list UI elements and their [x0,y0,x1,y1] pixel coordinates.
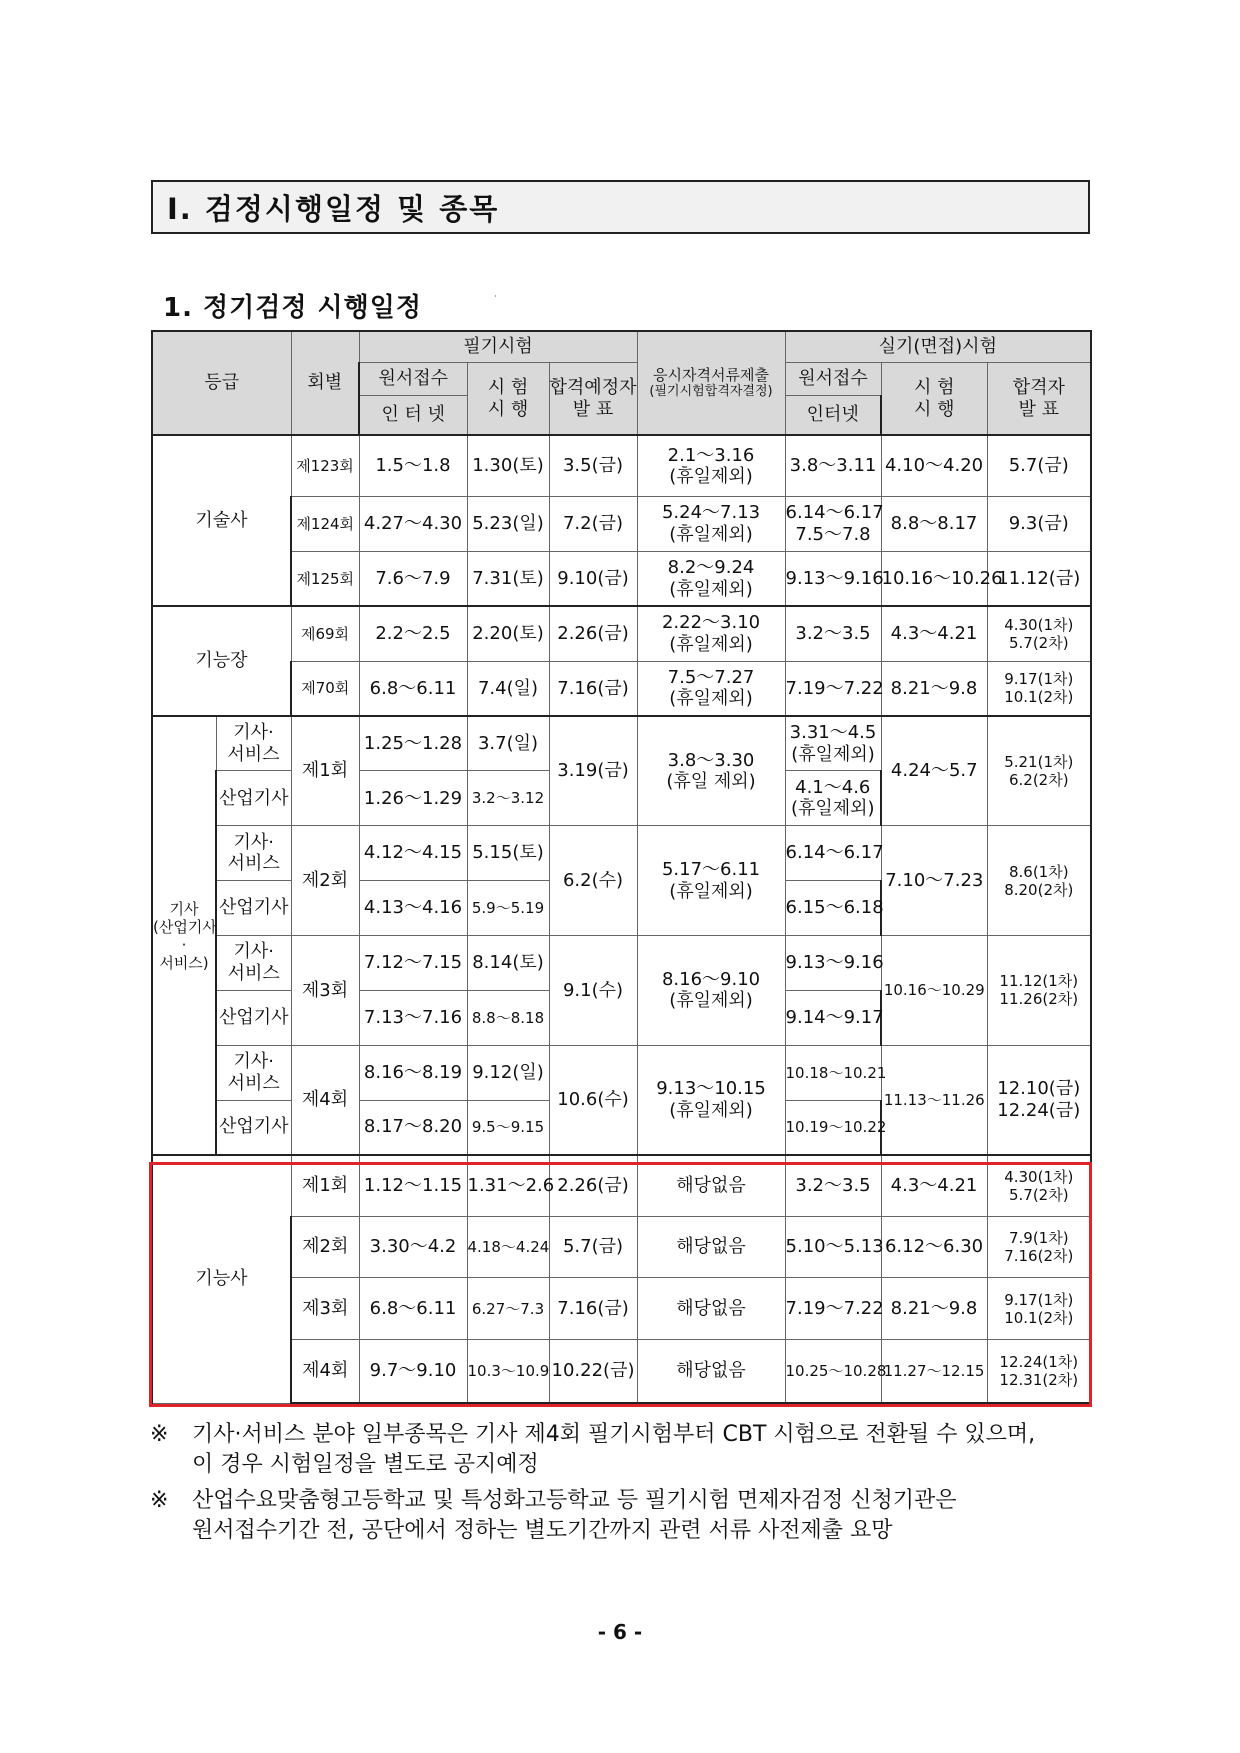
written-exam-cell: 8.14(토) [467,936,549,991]
practical-apply-cell: 10.19～10.22 [785,1100,881,1155]
grade-engineer-3: · [181,935,187,954]
sub-grade-b: 산업기사 [216,1100,291,1155]
round-cell: 제1회 [291,716,359,826]
written-exam-cell: 10.3～10.9 [467,1339,549,1403]
written-exam-cell: 6.27～7.3 [467,1278,549,1339]
written-apply-cell: 7.6～7.9 [359,552,467,607]
practical-apply-note: (휴일제외) [790,798,875,820]
header-docs [637,331,785,435]
round-cell: 제4회 [291,1045,359,1155]
written-apply-cell: 7.13～7.16 [359,990,467,1045]
written-pass-cell: 3.19(금) [549,716,637,826]
practical-pass-2: 6.2(2차) [1008,771,1069,790]
note-line: 원서접수기간 전, 공단에서 정하는 별도기간까지 관련 서류 사전제출 요망 [192,1518,893,1543]
grade-engineer-1: 기사 [169,899,199,918]
docs-cell [637,716,785,826]
practical-apply-cell [785,771,881,826]
docs-cell [637,606,785,661]
round-cell: 제123회 [291,435,359,496]
practical-exam-cell: 8.8～8.17 [881,497,987,552]
docs-cell [637,552,785,607]
practical-pass-1: 11.12(1차) [999,972,1079,991]
header-p-announce: 발 표 [1018,398,1060,420]
round-cell: 제125회 [291,552,359,607]
header-app-receipt: 원서접수 [359,363,467,396]
sub-grade-a-1: 기사· [233,941,274,963]
written-apply-cell: 4.13～4.16 [359,881,467,936]
docs-note: (휴일제외) [669,880,753,902]
practical-pass-1: 8.6(1차) [1008,862,1069,881]
docs-cell [637,497,785,552]
round-cell: 제3회 [291,936,359,1046]
docs-cell [637,826,785,936]
header-pass-expected: 합격예정자 [549,377,637,399]
written-apply-cell: 8.17～8.20 [359,1100,467,1155]
practical-pass-2: 12.24(금) [997,1099,1081,1121]
practical-apply-cell: 6.15～6.18 [785,881,881,936]
practical-apply-cell: 9.13～9.16 [785,936,881,991]
written-pass-cell: 10.6(수) [549,1045,637,1155]
note-cbt [150,1420,1100,1480]
practical-pass-2: 11.26(2차) [999,990,1079,1009]
round-cell: 제2회 [291,1216,359,1277]
sub-grade-a [216,936,291,991]
sub-grade-b: 산업기사 [216,881,291,936]
grade-engineer-4: 서비스) [159,953,209,972]
docs-period: 2.22～3.10 [661,612,761,634]
section-title-text: Ⅰ. 검정시행일정 및 종목 [167,191,500,226]
practical-pass-cell [987,826,1091,936]
written-pass-cell: 9.10(금) [549,552,637,607]
practical-apply-cell: 9.13～9.16 [785,552,881,607]
header-p-pass-announce [987,363,1091,435]
docs-note: (휴일제외) [669,990,753,1012]
practical-pass-2: 12.31(2차) [999,1370,1079,1389]
header-p-pass: 합격자 [1012,377,1065,399]
sub-grade-a [216,1045,291,1100]
header-conduct: 시 행 [487,398,529,420]
written-apply-cell: 1.26～1.29 [359,771,467,826]
docs-period: 2.1～3.16 [667,444,755,466]
docs-cell [637,1045,785,1155]
written-exam-cell: 9.5～9.15 [467,1100,549,1155]
written-exam-cell: 5.15(토) [467,826,549,881]
sub-title: 1. 정기검정 시행일정 [163,293,422,323]
grade-craftsman: 기능사 [152,1155,291,1403]
written-apply-cell: 1.12～1.15 [359,1155,467,1216]
written-apply-cell: 6.8～6.11 [359,1278,467,1339]
header-internet: 인 터 넷 [359,396,467,436]
docs-cell: 해당없음 [637,1216,785,1277]
practical-exam-cell: 11.13～11.26 [881,1045,987,1155]
written-apply-cell: 1.25～1.28 [359,716,467,771]
practical-apply-cell: 3.2～3.5 [785,1155,881,1216]
written-pass-cell: 3.5(금) [549,435,637,496]
practical-apply-period: 4.1～4.6 [795,776,871,798]
practical-pass-2: 5.7(2차) [1008,1185,1069,1204]
practical-apply-cell: 5.10～5.13 [785,1216,881,1277]
docs-period: 7.5～7.27 [667,666,755,688]
written-apply-cell: 1.5～1.8 [359,435,467,496]
sub-grade-a [216,716,291,771]
docs-period: 8.16～9.10 [661,968,761,990]
practical-apply-2: 7.5～7.8 [795,524,871,546]
practical-pass-1: 4.30(1차) [1004,1167,1074,1186]
page-number: - 6 - [597,1620,643,1644]
docs-period: 3.8～3.30 [667,749,755,771]
written-exam-cell: 7.31(토) [467,552,549,607]
written-exam-cell: 1.31～2.6 [467,1155,549,1216]
written-pass-cell: 2.26(금) [549,606,637,661]
practical-apply-cell: 9.14～9.17 [785,990,881,1045]
practical-exam-cell: 10.16～10.29 [881,936,987,1046]
note-line: 이 경우 시험일정을 별도로 공지예정 [192,1452,539,1477]
practical-pass-1: 5.21(1차) [1004,753,1074,772]
practical-pass-1: 9.17(1차) [1004,670,1074,689]
practical-pass-2: 7.16(2차) [1004,1247,1074,1266]
sub-grade-a-1: 기사· [233,1051,274,1073]
practical-apply-cell: 3.2～3.5 [785,606,881,661]
header-p-exam-conduct [881,363,987,435]
practical-exam-cell: 7.10～7.23 [881,826,987,936]
grade-engineer-2: (산업기사 [153,917,217,936]
written-pass-cell: 5.7(금) [549,1216,637,1277]
practical-pass-1: 9.17(1차) [1004,1290,1074,1309]
practical-pass-1: 12.24(1차) [999,1352,1079,1371]
written-exam-cell: 3.7(일) [467,716,549,771]
written-pass-cell: 2.26(금) [549,1155,637,1216]
round-cell: 제1회 [291,1155,359,1216]
docs-cell: 해당없음 [637,1278,785,1339]
written-exam-cell: 8.8～8.18 [467,990,549,1045]
docs-cell: 해당없음 [637,1339,785,1403]
practical-exam-cell: 8.21～9.8 [881,1278,987,1339]
docs-period: 5.17～6.11 [661,859,761,881]
practical-pass-1: 12.10(금) [997,1078,1081,1100]
header-p-internet: 인터넷 [785,396,881,436]
practical-apply-cell [785,716,881,771]
written-pass-cell: 6.2(수) [549,826,637,936]
note-line: 기사·서비스 분야 일부종목은 기사 제4회 필기시험부터 CBT 시험으로 전환될 수 있으며, [192,1422,1036,1447]
round-cell: 제3회 [291,1278,359,1339]
header-p-conduct: 시 행 [914,398,955,420]
practical-apply-cell: 6.14～6.17 [785,826,881,881]
written-apply-cell: 4.12～4.15 [359,826,467,881]
sub-grade-a-2: 서비스 [227,853,280,875]
docs-period: 8.2～9.24 [667,557,755,579]
docs-cell [637,936,785,1046]
header-docs-sub: (필기시험합격자결정) [649,384,773,400]
sub-grade-a-2: 서비스 [227,743,280,765]
docs-note: (휴일제외) [669,688,753,710]
written-apply-cell: 4.27～4.30 [359,497,467,552]
practical-pass-2: 5.7(2차) [1008,634,1069,653]
practical-exam-cell: 11.27～12.15 [881,1339,987,1403]
docs-note: (휴일제외) [669,524,753,546]
note-symbol: ※ [150,1422,169,1447]
written-exam-cell: 1.30(토) [467,435,549,496]
practical-exam-cell: 4.3～4.21 [881,606,987,661]
practical-pass-cell [987,936,1091,1046]
sub-grade-a-2: 서비스 [227,1072,280,1094]
written-apply-cell: 2.2～2.5 [359,606,467,661]
written-apply-cell: 8.16～8.19 [359,1045,467,1100]
written-exam-cell: 3.2～3.12 [467,771,549,826]
grade-engineer [152,716,216,1155]
practical-exam-cell: 4.3～4.21 [881,1155,987,1216]
schedule-table [151,330,1092,1404]
practical-apply-cell: 3.8～3.11 [785,435,881,496]
header-p-exam: 시 험 [914,377,955,399]
header-p-app-receipt: 원서접수 [785,363,881,396]
sub-grade-a-1: 기사· [233,831,274,853]
docs-period: 9.13～10.15 [656,1078,766,1100]
written-pass-cell: 7.2(금) [549,497,637,552]
round-cell: 제124회 [291,497,359,552]
sub-grade-b: 산업기사 [216,771,291,826]
practical-apply-period: 3.31～4.5 [789,722,877,744]
docs-note: (휴일제외) [669,1099,753,1121]
header-exam: 시 험 [487,377,529,399]
practical-pass-cell [987,1216,1091,1277]
practical-exam-cell: 4.24～5.7 [881,716,987,826]
written-apply-cell: 3.30～4.2 [359,1216,467,1277]
docs-note: (휴일제외) [669,634,753,656]
practical-exam-cell: 6.12～6.30 [881,1216,987,1277]
practical-pass-cell [987,1278,1091,1339]
written-exam-cell: 5.9～5.19 [467,881,549,936]
note-symbol: ※ [150,1488,169,1513]
written-exam-cell: 9.12(일) [467,1045,549,1100]
note-line: 산업수요맞춤형고등학교 및 특성화고등학교 등 필기시험 면제자검정 신청기관은 [192,1488,957,1513]
section-title [151,180,1090,234]
docs-cell [637,661,785,716]
practical-apply-1: 6.14～6.17 [785,502,884,524]
header-docs-label: 응시자격서류제출 [653,366,769,385]
practical-exam-cell: 8.21～9.8 [881,661,987,716]
practical-pass-cell: 9.3(금) [987,497,1091,552]
practical-pass-2: 10.1(2차) [1004,688,1074,707]
sub-grade-a-1: 기사· [233,722,274,744]
written-apply-cell: 6.8～6.11 [359,661,467,716]
round-cell: 제70회 [291,661,359,716]
practical-pass-cell [987,1045,1091,1155]
docs-cell [637,435,785,496]
note-exemption [150,1486,1100,1546]
written-exam-cell: 7.4(일) [467,661,549,716]
header-written: 필기시험 [359,331,637,363]
written-exam-cell: 2.20(토) [467,606,549,661]
header-pass-announce [549,363,637,435]
practical-pass-1: 7.9(1차) [1008,1229,1069,1248]
docs-note: (휴일제외) [669,578,753,600]
docs-period: 5.24～7.13 [661,502,761,524]
grade-master-craftsman: 기능장 [152,606,291,716]
practical-apply-cell: 7.19～7.22 [785,661,881,716]
docs-note: (휴일 제외) [666,771,756,793]
practical-pass-cell [987,716,1091,826]
docs-cell: 해당없음 [637,1155,785,1216]
practical-pass-2: 8.20(2차) [1004,880,1074,899]
docs-note: (휴일제외) [669,466,753,488]
sub-grade-a-2: 서비스 [227,962,280,984]
sub-grade-a [216,826,291,881]
header-practical: 실기(면접)시험 [785,331,1091,363]
written-pass-cell: 7.16(금) [549,1278,637,1339]
header-grade: 등급 [152,331,291,435]
practical-pass-cell [987,661,1091,716]
practical-pass-1: 4.30(1차) [1004,616,1074,635]
round-cell: 제4회 [291,1339,359,1403]
practical-apply-cell: 7.19～7.22 [785,1278,881,1339]
practical-apply-cell: 10.25～10.28 [785,1339,881,1403]
round-cell: 제2회 [291,826,359,936]
written-apply-cell: 7.12～7.15 [359,936,467,991]
practical-apply-cell: 10.18～10.21 [785,1045,881,1100]
practical-exam-cell: 4.10～4.20 [881,435,987,496]
practical-pass-cell [987,1155,1091,1216]
round-cell: 제69회 [291,606,359,661]
written-pass-cell: 9.1(수) [549,936,637,1046]
written-apply-cell: 9.7～9.10 [359,1339,467,1403]
grade-engineer-master: 기술사 [152,435,291,606]
practical-exam-cell: 10.16～10.26 [881,552,987,607]
written-pass-cell: 7.16(금) [549,661,637,716]
practical-pass-cell [987,1339,1091,1403]
written-exam-cell: 5.23(일) [467,497,549,552]
header-round: 회별 [291,331,359,435]
practical-pass-cell: 11.12(금) [987,552,1091,607]
header-announce: 발 표 [572,398,614,420]
practical-pass-2: 10.1(2차) [1004,1308,1074,1327]
header-exam-conduct [467,363,549,435]
sub-grade-b: 산업기사 [216,990,291,1045]
practical-apply-note: (휴일제외) [791,743,875,765]
practical-apply-cell [785,497,884,552]
written-pass-cell: 10.22(금) [549,1339,637,1403]
practical-pass-cell: 5.7(금) [987,435,1091,496]
stray-mark: · [494,292,497,301]
written-exam-cell: 4.18～4.24 [467,1216,549,1277]
practical-pass-cell [987,606,1091,661]
